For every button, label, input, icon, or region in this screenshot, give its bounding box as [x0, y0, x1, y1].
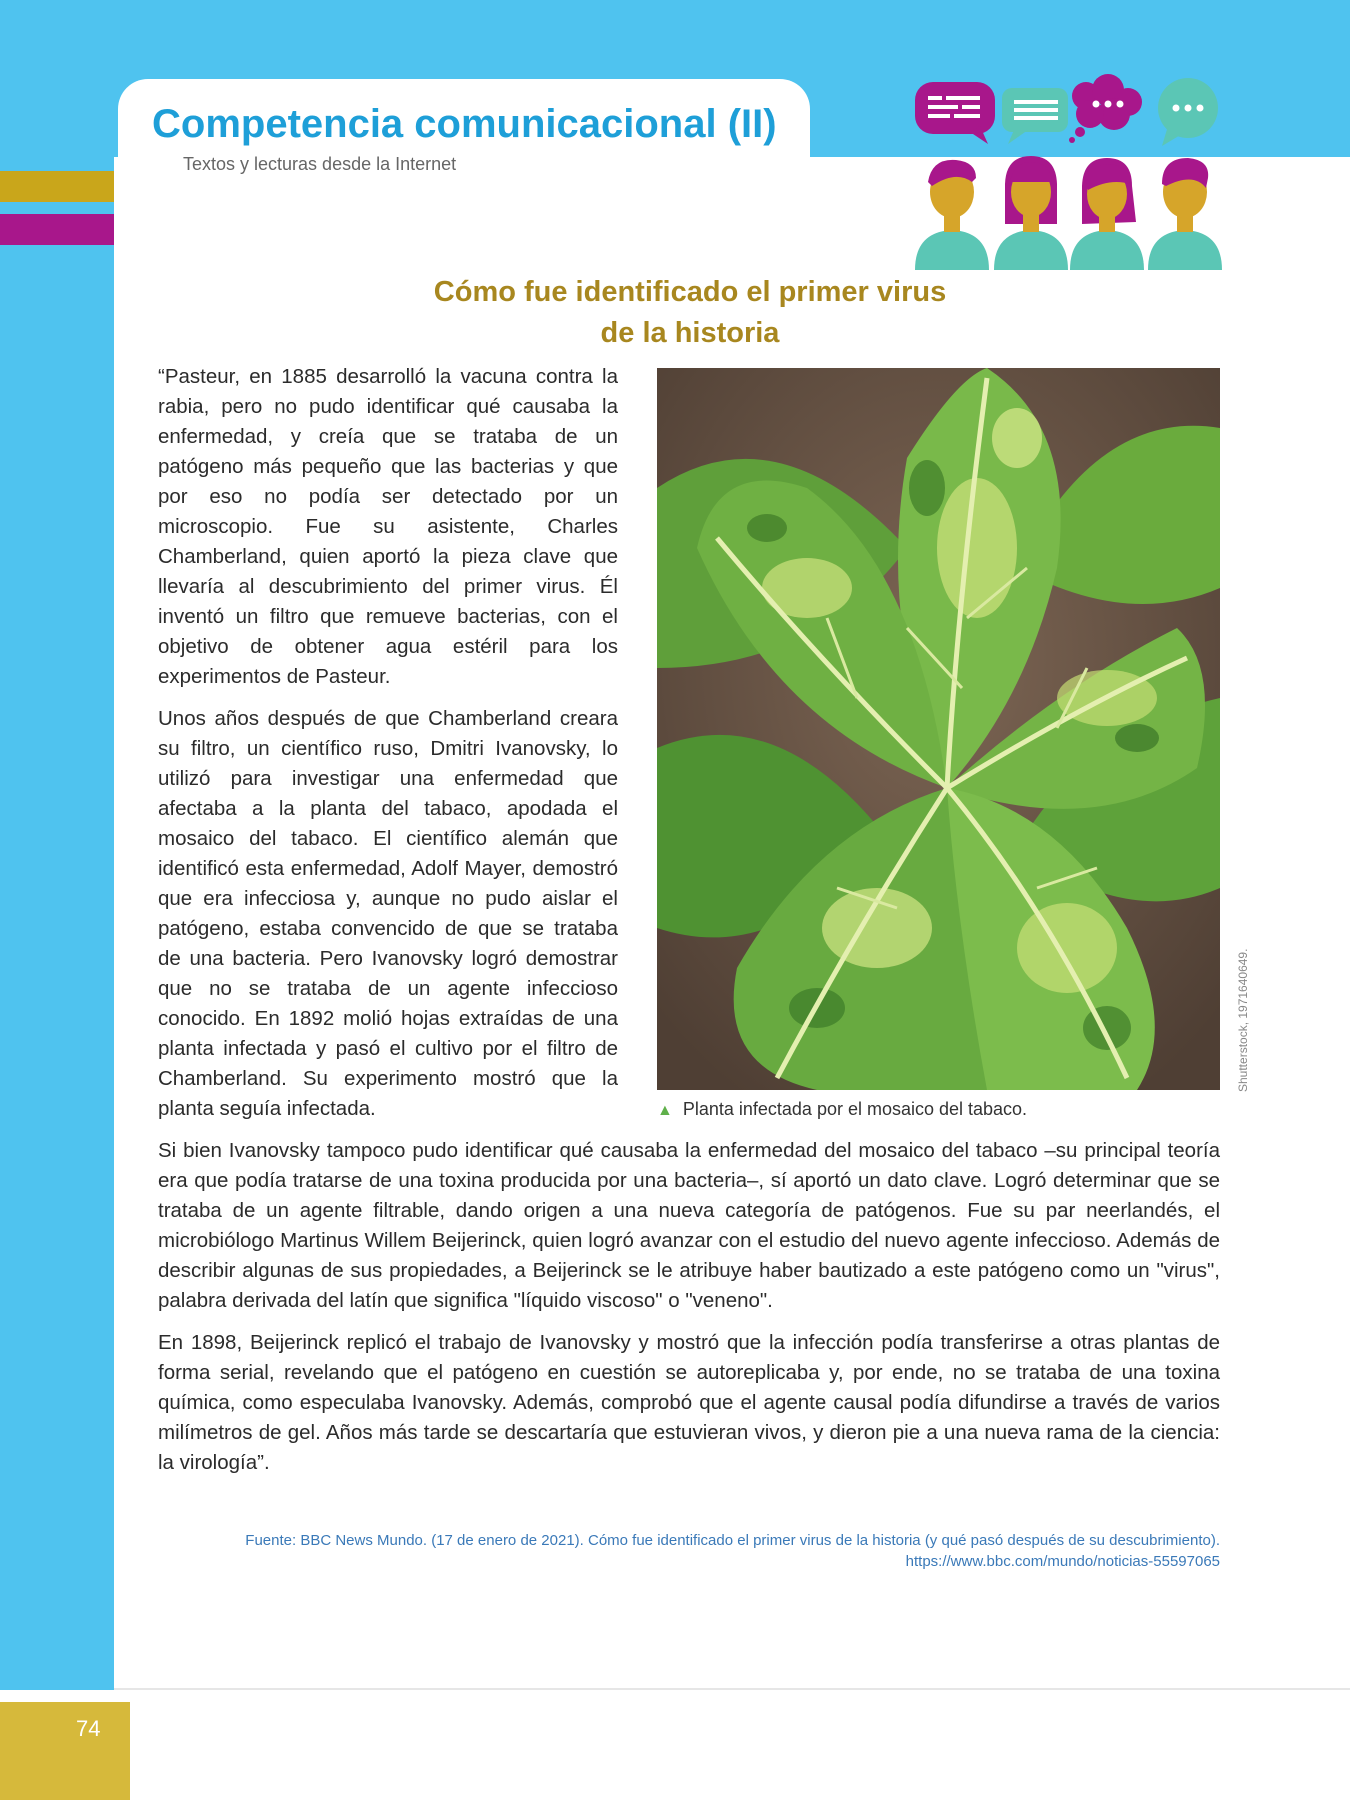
photo-caption-text: Planta infectada por el mosaico del tabaco.: [682, 1099, 1028, 1119]
article-title-line-2: de la historia: [600, 317, 780, 349]
paragraph: En 1898, Beijerinck replicó el trabajo de Ivanovsky y mostró que la infección podía transferirse a otras plantas de forma serial, revelando que el patógeno en cuestión se autoreplicaba y, por ende, no se trataba de una toxina química, como especulaba Ivanovsky. Además, comprobó que el agente causal podía difundirse a través de varios milímetros de gel. Años más tarde se descartaría que estuvieran vivos, y dieron pie a una nueva rama de la ciencia: la virología”.: [158, 1331, 1220, 1474]
article-column-text: [158, 362, 618, 1136]
paragraph: Unos años después de que Chamberland creara su filtro, un científico ruso, Dmitri Ivanovsky, lo utilizó para investigar una enfermedad que afectaba a la planta del tabaco, apodada el mosaico del tabaco. El científico alemán que identificó esta enfermedad, Adolf Mayer, demostró que era infecciosa y, aunque no pudo aislar el patógeno, estaba convencido de que se trataba de una bacteria. Pero Ivanovsky logró demostrar que no se trataba de un agente infeccioso conocido. En 1892 molió hojas extraídas de una planta infectada y pasó el cultivo por el filtro de Chamberland. Su experimento mostró que la planta seguía infectada.: [158, 707, 618, 1120]
photo-credit: Shutterstock, 1971640649.: [1236, 948, 1250, 1092]
left-color-band: [0, 0, 114, 1690]
article-title-line-1: Cómo fue identificado el primer virus: [433, 276, 947, 308]
tobacco-leaf-icon: [657, 368, 1220, 1090]
tobacco-plant-photo: [657, 368, 1220, 1090]
thought-bubble-icon: [1069, 74, 1142, 143]
triangle-up-icon: ▲: [657, 1102, 673, 1119]
person-icon: [994, 156, 1068, 270]
source-citation-text: Fuente: BBC News Mundo. (17 de enero de 2021). Cómo fue identificado el primer virus de la historia (y qué pasó después de su descubrimiento).: [245, 1532, 1220, 1549]
page-number: 74: [76, 1716, 101, 1741]
chat-bubble-text-icon: [915, 82, 995, 144]
page-number-box: [0, 1702, 130, 1800]
article-full-width-text: [158, 1136, 1220, 1490]
photo-caption: [657, 1099, 1220, 1120]
communication-illustration: [910, 74, 1226, 270]
article-title: [330, 272, 1050, 354]
chat-bubble-lines-icon: [1002, 88, 1068, 144]
person-icon: [915, 160, 989, 270]
page-bottom-divider: [114, 1688, 1350, 1690]
magenta-stripe: [0, 214, 114, 245]
person-icon: [1148, 158, 1222, 270]
gold-stripe: [0, 171, 114, 202]
source-citation: [158, 1530, 1220, 1572]
section-title: Competencia comunicacional (II): [152, 102, 777, 146]
paragraph: “Pasteur, en 1885 desarrolló la vacuna contra la rabia, pero no pudo identificar qué causaba la enfermedad, y creía que se trataba de un patógeno más pequeño que las bacterias y que por eso no podía ser detectado por un microscopio. Fue su asistente, Charles Chamberland, quien aportó la pieza clave que llevaría al descubrimiento del primer virus. Él inventó un filtro que remueve bacterias, con el objetivo de obtener agua estéril para los experimentos de Pasteur.: [158, 365, 618, 688]
source-url[interactable]: https://www.bbc.com/mundo/noticias-55597065: [905, 1553, 1220, 1570]
person-icon: [1070, 158, 1144, 270]
paragraph: Si bien Ivanovsky tampoco pudo identificar qué causaba la enfermedad del mosaico del tabaco –su principal teoría era que podía tratarse de una toxina producida por una bacteria–, sí aportó un dato clave. Logró determinar que se trataba de un agente filtrable, dando origen a una nueva categoría de patógenos. Fue su par neerlandés, el microbiólogo Martinus Willem Beijerinck, quien logró avanzar con el estudio del nuevo agente infeccioso. Además de describir algunas de sus propiedades, a Beijerinck se le atribuye haber bautizado a este patógeno como un "virus", palabra derivada del latín que significa "líquido viscoso" o "veneno".: [158, 1139, 1220, 1312]
chat-bubble-dots-icon: [1158, 78, 1218, 146]
section-subtitle: Textos y lecturas desde la Internet: [183, 154, 457, 174]
